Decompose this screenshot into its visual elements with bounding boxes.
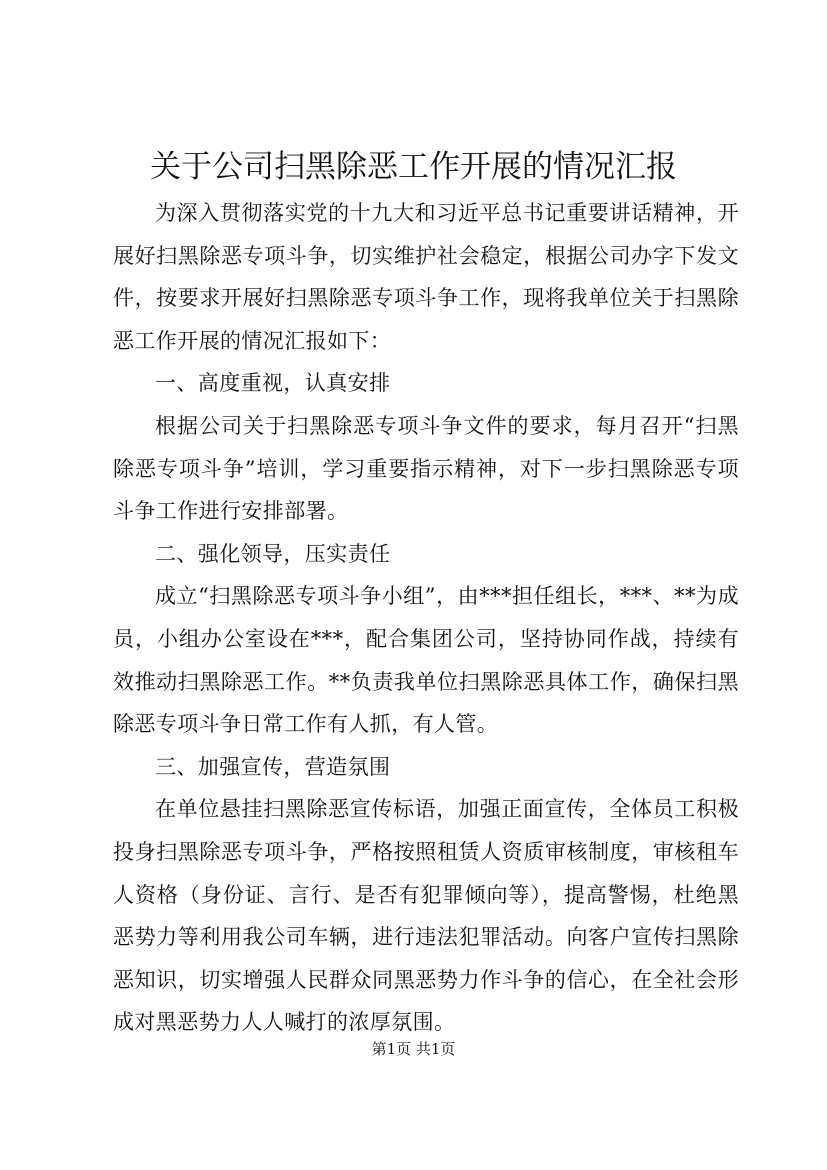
section-heading-3: 三、加强宣传，营造氛围 bbox=[155, 754, 391, 779]
document-body bbox=[113, 192, 739, 1044]
intro-paragraph: 为深入贯彻落实党的十九大和习近平总书记重要讲话精神，开展好扫黑除恶专项斗争，切实维护社会稳定，根据公司办字下发文件，按要求开展好扫黑除恶专项斗争工作，现将我单位关于扫黑除恶工作开展的情况汇报如下： bbox=[113, 201, 739, 353]
section-paragraph-1: 根据公司关于扫黑除恶专项斗争文件的要求，每月召开“扫黑除恶专项斗争”培训，学习重要指示精神，对下一步扫黑除恶专项斗争工作进行安排部署。 bbox=[113, 413, 739, 524]
page-footer: 第1页 共1页 bbox=[371, 1040, 456, 1058]
section-heading-2: 二、强化领导，压实责任 bbox=[155, 541, 391, 566]
document-title: 关于公司扫黑除恶工作开展的情况汇报 bbox=[150, 149, 677, 185]
section-heading-1: 一、高度重视，认真安排 bbox=[155, 371, 391, 396]
section-paragraph-3: 在单位悬挂扫黑除恶宣传标语，加强正面宣传，全体员工积极投身扫黑除恶专项斗争，严格按照租赁人资质审核制度，审核租车人资格（身份证、言行、是否有犯罪倾向等），提高警惕，杜绝黑恶势力等利用我公司车辆，进行违法犯罪活动。向客户宣传扫黑除恶知识，切实增强人民群众同黑恶势力作斗争的信心，在全社会形成对黑恶势力人人喊打的浓厚氛围。 bbox=[113, 797, 739, 1035]
section-paragraph-2: 成立“扫黑除恶专项斗争小组”，由***担任组长，***、**为成员，小组办公室设在***，配合集团公司，坚持协同作战，持续有效推动扫黑除恶工作。**负责我单位扫黑除恶具体工作，确保扫黑除恶专项斗争日常工作有人抓，有人管。 bbox=[113, 584, 739, 737]
